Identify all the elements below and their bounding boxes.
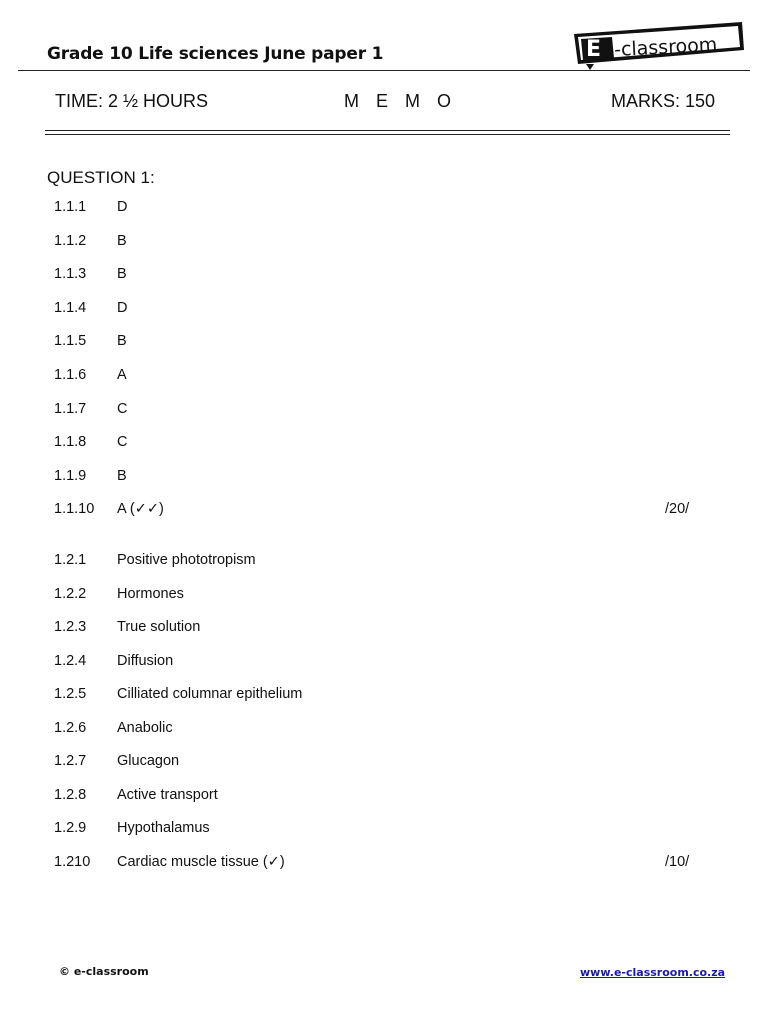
answer-row	[54, 820, 704, 840]
question-number: 1.2.3	[54, 619, 87, 635]
question-number: 1.2.8	[54, 786, 87, 803]
question-number: 1.2.5	[54, 686, 87, 702]
answer-row	[54, 199, 704, 219]
question-number: 1.2.6	[54, 719, 87, 736]
answer-row	[54, 333, 704, 353]
footer-copyright: © e-classroom	[59, 965, 149, 978]
question-number: 1.2.4	[54, 652, 87, 669]
answer-text: Positive phototropism	[117, 552, 256, 568]
question-number: 1.1.3	[54, 266, 87, 283]
answer-text: Glucagon	[117, 753, 180, 769]
answer-row	[54, 434, 704, 454]
question-number: 1.2.7	[54, 753, 87, 769]
question-number: 1.1.7	[54, 400, 87, 417]
answer-text: B	[117, 232, 127, 249]
answer-row	[54, 233, 704, 253]
answer-row	[54, 653, 704, 673]
answer-row	[54, 367, 704, 387]
answer-text: A (✓✓)	[117, 501, 164, 518]
e-classroom-logo	[572, 20, 746, 70]
mark-total: /10/	[665, 853, 690, 870]
question-number: 1.1.5	[54, 333, 87, 350]
answer-row	[54, 586, 704, 606]
time-label: TIME: 2 ½ HOURS	[55, 91, 209, 111]
svg-text:-classroom: -classroom	[613, 33, 718, 62]
answer-row	[54, 686, 704, 706]
answer-text: Hypothalamus	[117, 820, 210, 836]
answer-row	[54, 501, 704, 521]
answer-text: Cilliated columnar epithelium	[117, 686, 303, 702]
memo-label: M E M O	[344, 91, 457, 111]
svg-text:E: E	[586, 37, 602, 62]
answer-text: D	[117, 299, 128, 316]
question-number: 1.1.2	[54, 232, 87, 249]
question-heading: QUESTION 1:	[47, 168, 155, 187]
answer-row	[54, 619, 704, 639]
answer-text: Anabolic	[117, 719, 173, 736]
answer-text: B	[117, 467, 127, 484]
double-divider	[45, 130, 730, 135]
answer-row	[54, 753, 704, 773]
question-number: 1.1.9	[54, 467, 87, 484]
footer-link[interactable]: www.e-classroom.co.za	[580, 966, 726, 979]
answer-text: Cardiac muscle tissue (✓)	[117, 853, 285, 870]
answer-row	[54, 787, 704, 807]
answer-row	[54, 854, 704, 874]
answer-text: Diffusion	[117, 652, 174, 669]
question-number: 1.1.4	[54, 299, 87, 316]
answer-row	[54, 720, 704, 740]
answer-row	[54, 300, 704, 320]
answer-row	[54, 266, 704, 286]
mark-total: /20/	[665, 501, 690, 518]
answer-text: C	[117, 400, 128, 417]
question-number: 1.2.9	[54, 820, 87, 836]
answer-text: C	[117, 434, 128, 451]
answer-row	[54, 468, 704, 488]
question-number: 1.2.2	[54, 585, 87, 602]
answer-row	[54, 552, 704, 572]
answer-text: True solution	[117, 619, 201, 635]
page-title: Grade 10 Life sciences June paper 1	[47, 44, 384, 64]
answer-text: D	[117, 199, 128, 215]
question-number: 1.1.1	[54, 199, 87, 215]
question-number: 1.1.8	[54, 434, 87, 451]
question-number: 1.2.1	[54, 552, 87, 568]
answer-text: A	[117, 367, 127, 383]
header-divider	[18, 70, 750, 71]
answer-row	[54, 401, 704, 421]
answer-text: Hormones	[117, 585, 184, 602]
answer-text: B	[117, 333, 127, 350]
question-number: 1.1.6	[54, 367, 87, 383]
marks-label: MARKS: 150	[611, 91, 716, 111]
answer-text: Active transport	[117, 786, 218, 803]
answer-text: B	[117, 266, 127, 283]
question-number: 1.1.10	[54, 501, 95, 518]
question-number: 1.210	[54, 853, 91, 870]
